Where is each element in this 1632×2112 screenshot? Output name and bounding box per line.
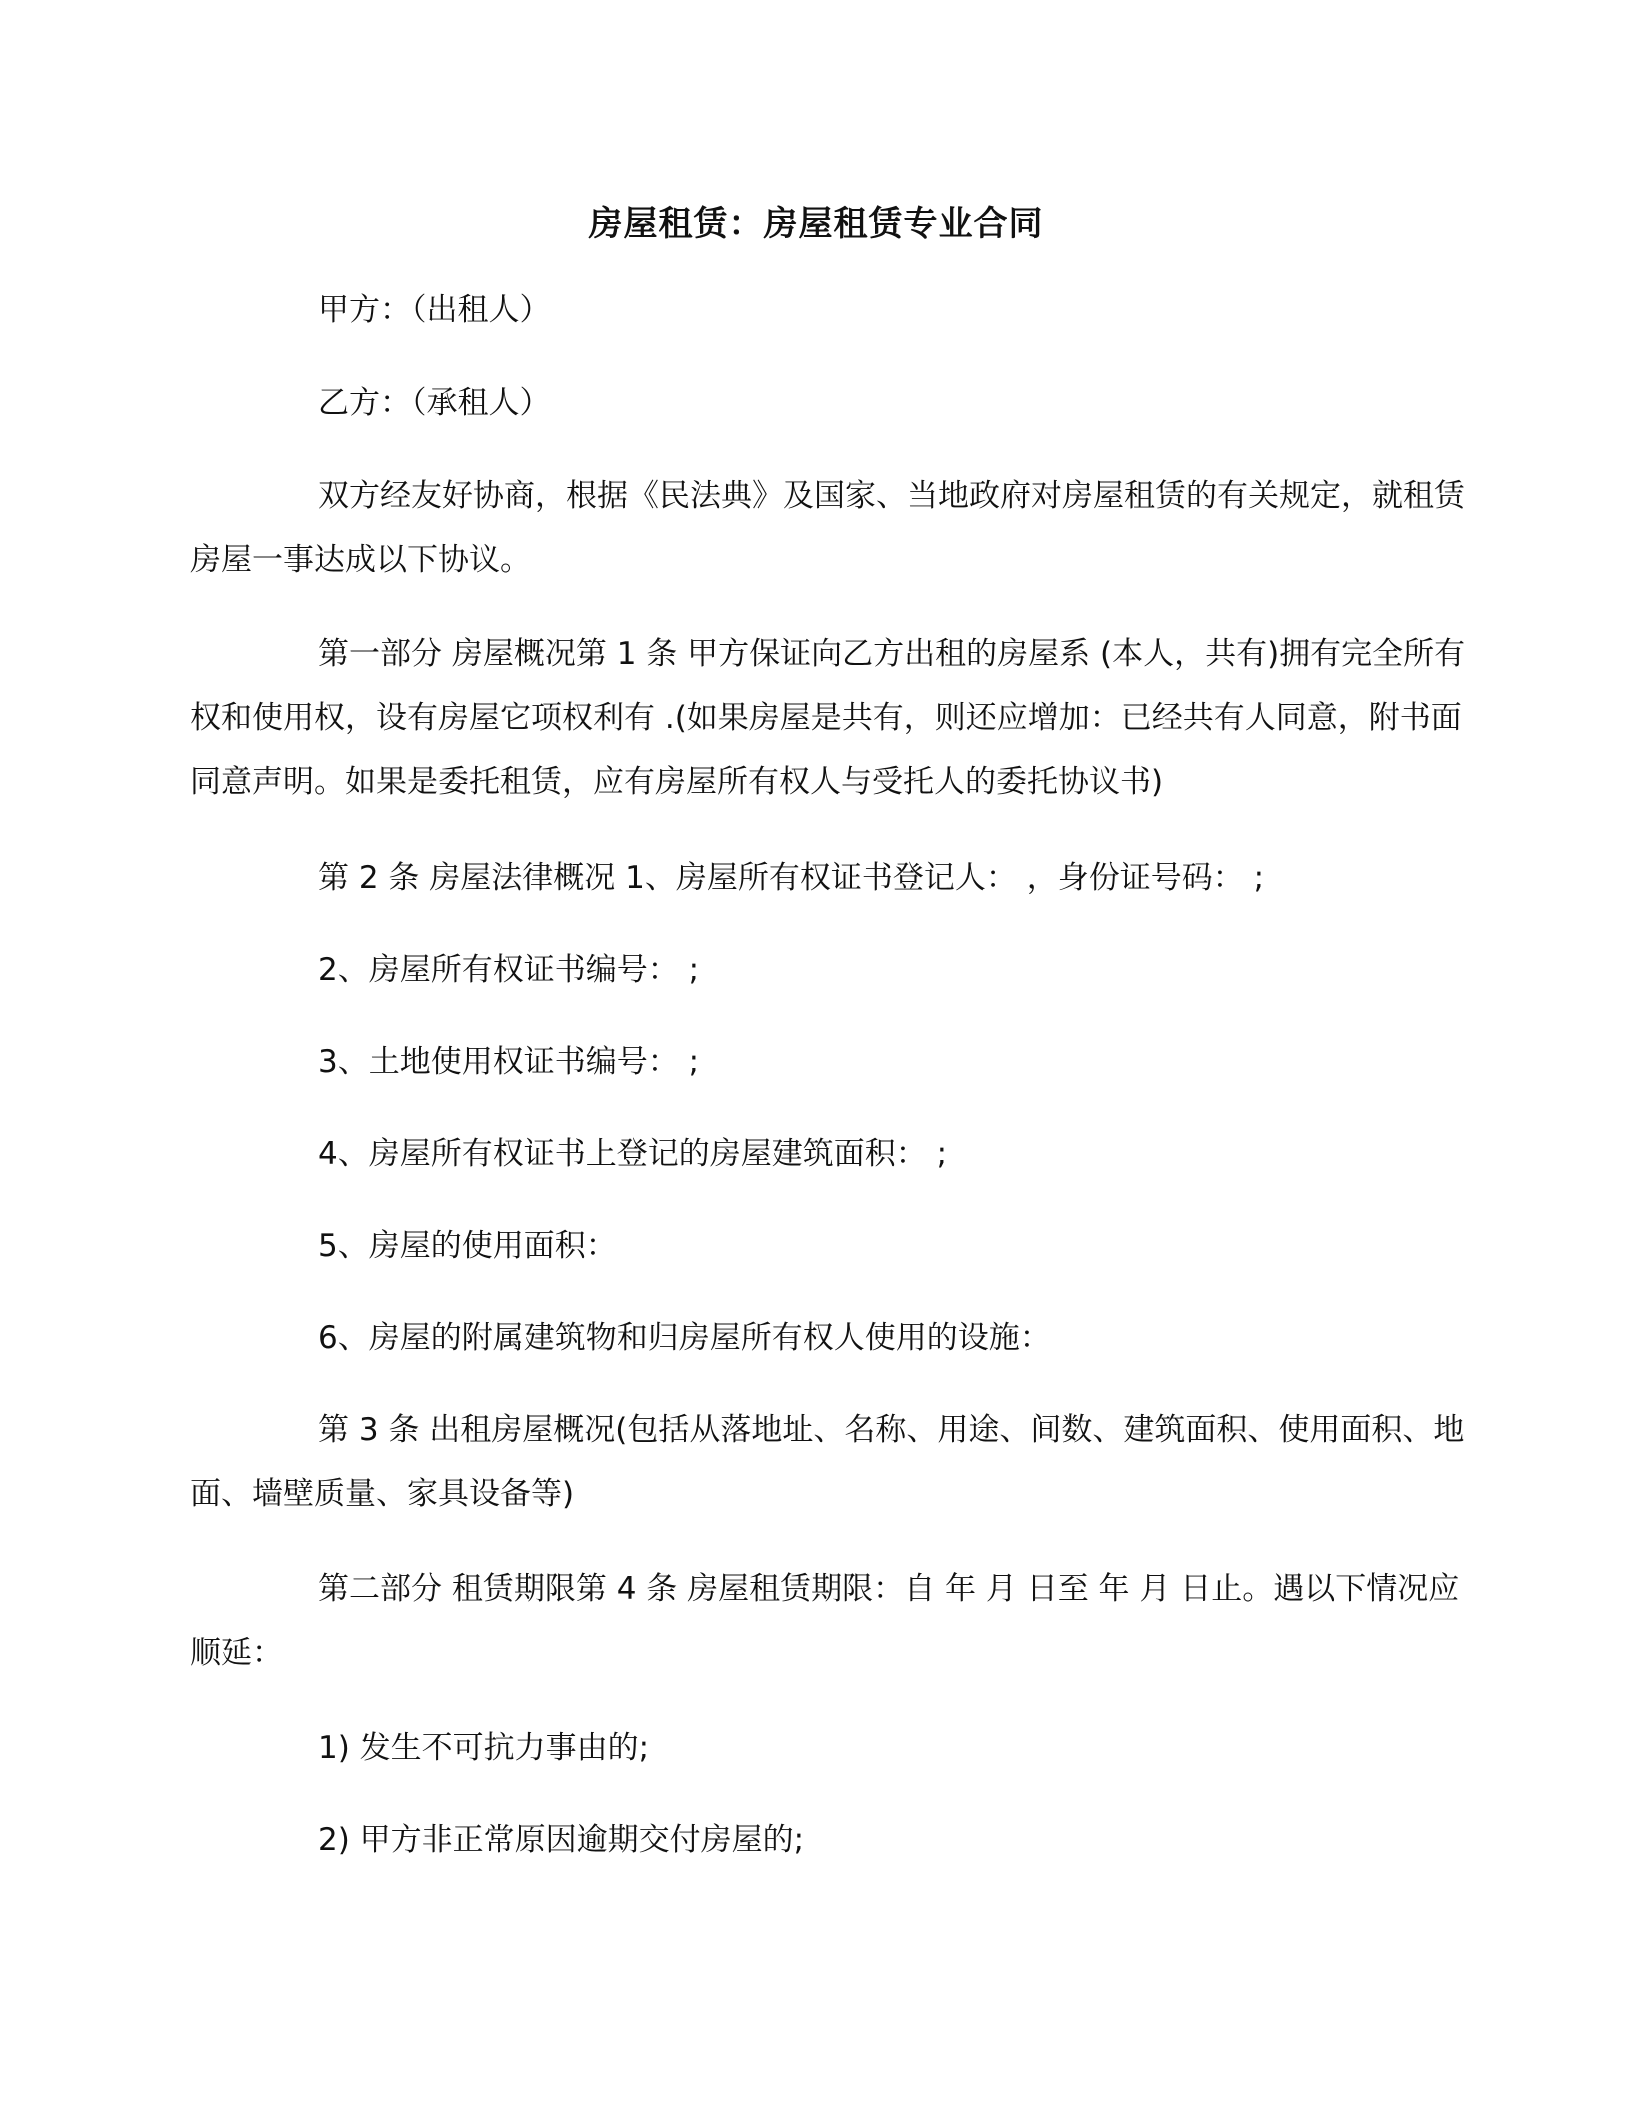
condition-1: 1) 发生不可抗力事由的; bbox=[318, 1730, 650, 1766]
item-6: 6、房屋的附属建筑物和归房屋所有权人使用的设施： bbox=[318, 1320, 1051, 1356]
article2: 第 2 条 房屋法律概况 1、房屋所有权证书登记人： ，身份证号码： ; bbox=[318, 860, 1265, 896]
item-2: 2、房屋所有权证书编号： ; bbox=[318, 952, 700, 988]
document-title: 房屋租赁：房屋租赁专业合同 bbox=[588, 204, 1044, 244]
part2-article4: 第二部分 租赁期限第 4 条 房屋租赁期限：自 年 月 日至 年 月 日止。遇以下情况应顺延： bbox=[190, 1571, 1460, 1671]
item-3: 3、土地使用权证书编号： ; bbox=[318, 1044, 700, 1080]
part1-article1: 第一部分 房屋概况第 1 条 甲方保证向乙方出租的房屋系 (本人，共有)拥有完全所有权和使用权，设有房屋它项权利有 .(如果房屋是共有，则还应增加：已经共有人同意，附书面同意声明。如果是委托租赁，应有房屋所有权人与受托人的委托协议书) bbox=[190, 636, 1466, 800]
party-a: 甲方：（出租人） bbox=[318, 292, 551, 328]
party-b: 乙方：（承租人） bbox=[318, 385, 551, 421]
item-4: 4、房屋所有权证书上登记的房屋建筑面积： ; bbox=[318, 1136, 948, 1172]
intro-paragraph: 双方经友好协商，根据《民法典》及国家、当地政府对房屋租赁的有关规定，就租赁房屋一事达成以下协议。 bbox=[190, 478, 1465, 578]
article3: 第 3 条 出租房屋概况(包括从落地址、名称、用途、间数、建筑面积、使用面积、地面、墙壁质量、家具设备等) bbox=[190, 1412, 1465, 1512]
condition-2: 2) 甲方非正常原因逾期交付房屋的; bbox=[318, 1822, 805, 1858]
item-5: 5、房屋的使用面积： bbox=[318, 1228, 617, 1264]
